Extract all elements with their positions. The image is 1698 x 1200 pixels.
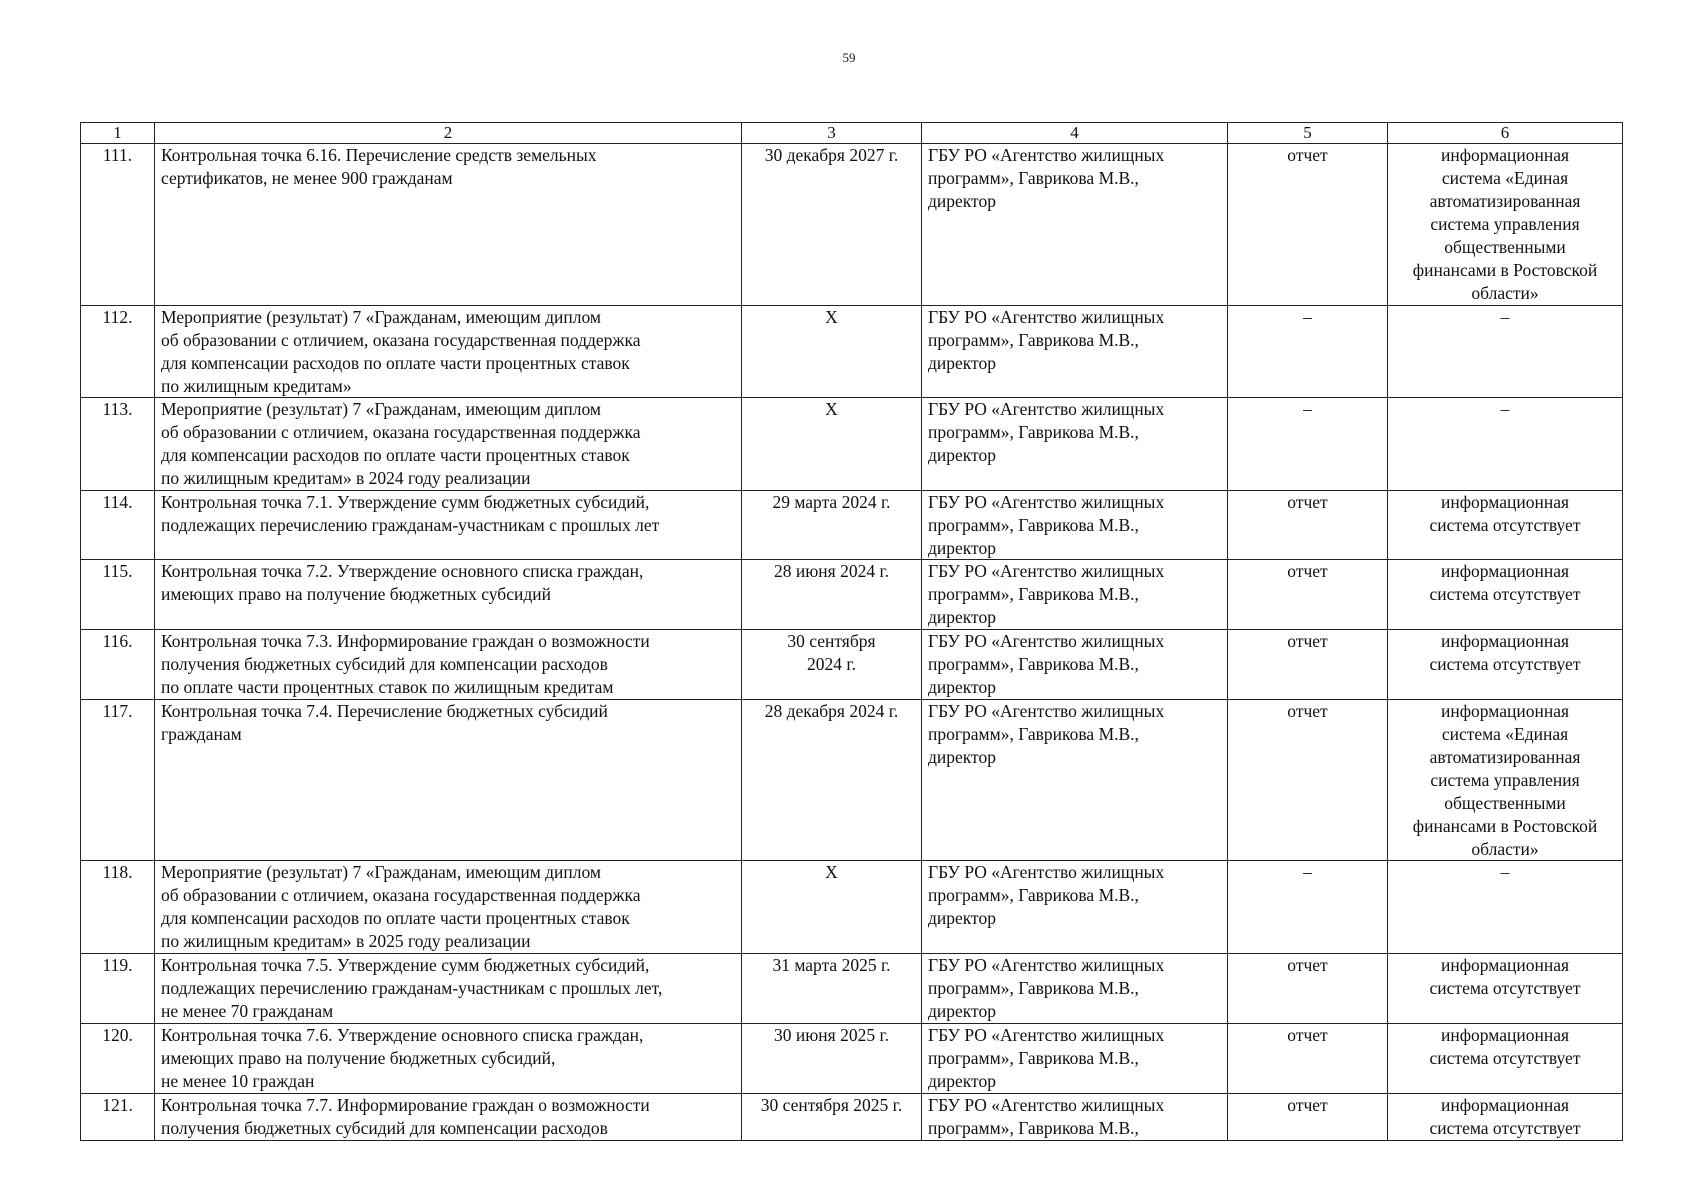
event-name-cell <box>155 491 742 560</box>
deadline-date-cell <box>742 491 922 560</box>
information-system-cell <box>1388 560 1623 630</box>
event-name: Контрольная точка 7.6. Утверждение основного списка граждан, имеющих право на получение бюджетных субсидий, не менее 10 граждан <box>161 1025 644 1091</box>
information-system-cell <box>1388 700 1623 861</box>
table-row <box>81 1024 1623 1094</box>
responsible-executor-cell <box>922 1024 1228 1094</box>
deadline-date: 28 декабря 2024 г. <box>764 701 899 721</box>
confirming-document: – <box>1303 307 1312 327</box>
information-system-cell <box>1388 398 1623 491</box>
responsible-executor: ГБУ РО «Агентство жилищных программ», Гаврикова М.В., директор <box>928 307 1165 373</box>
deadline-date: Х <box>825 307 838 327</box>
event-name: Мероприятие (результат) 7 «Гражданам, имеющим диплом об образовании с отличием, оказана государственная поддержка для компенсации расходов по оплате части процентных ставок по жилищным кредитам» <box>161 307 641 396</box>
row-number: 111. <box>102 145 133 165</box>
responsible-executor: ГБУ РО «Агентство жилищных программ», Гаврикова М.В., <box>928 1095 1165 1138</box>
information-system: информационная система «Единая автоматизированная система управления общественными финансами в Ростовской области» <box>1412 701 1598 859</box>
responsible-executor: ГБУ РО «Агентство жилищных программ», Гаврикова М.В., директор <box>928 701 1165 767</box>
information-system: информационная система отсутствует <box>1429 1095 1581 1138</box>
information-system: информационная система отсутствует <box>1429 955 1581 998</box>
event-name: Контрольная точка 6.16. Перечисление средств земельных сертификатов, не менее 900 гражданам <box>161 145 597 188</box>
confirming-document-cell <box>1228 1094 1388 1141</box>
row-number: 118. <box>102 862 133 882</box>
deadline-date-cell <box>742 144 922 306</box>
row-number: 120. <box>102 1025 133 1045</box>
information-system-cell <box>1388 144 1623 306</box>
information-system-cell <box>1388 861 1623 954</box>
table-row <box>81 144 1623 306</box>
table-row <box>81 398 1623 491</box>
event-name: Контрольная точка 7.7. Информирование граждан о возможности получения бюджетных субсидий для компенсации расходов <box>161 1095 650 1138</box>
responsible-executor: ГБУ РО «Агентство жилищных программ», Гаврикова М.В., директор <box>928 631 1165 697</box>
deadline-date: 30 декабря 2027 г. <box>764 145 899 165</box>
confirming-document: отчет <box>1287 631 1328 651</box>
event-name: Контрольная точка 7.3. Информирование граждан о возможности получения бюджетных субсидий для компенсации расходов по оплате части процентных ставок по жилищным кредитам <box>161 631 650 697</box>
row-number-cell <box>81 560 155 630</box>
header-cell-6: 6 <box>1388 123 1623 144</box>
row-number-cell <box>81 630 155 700</box>
confirming-document: – <box>1303 399 1312 419</box>
information-system: – <box>1500 862 1510 882</box>
event-name: Контрольная точка 7.5. Утверждение сумм бюджетных субсидий, подлежащих перечислению гражданам-участникам с прошлых лет, не менее 70 гражданам <box>161 955 663 1021</box>
row-number: 112. <box>102 307 133 327</box>
deadline-date: 28 июня 2024 г. <box>773 561 890 581</box>
information-system-cell <box>1388 1024 1623 1094</box>
confirming-document-cell <box>1228 398 1388 491</box>
table-row <box>81 1094 1623 1141</box>
responsible-executor: ГБУ РО «Агентство жилищных программ», Гаврикова М.В., директор <box>928 862 1165 928</box>
responsible-executor-cell <box>922 861 1228 954</box>
deadline-date-cell <box>742 954 922 1024</box>
information-system-cell <box>1388 491 1623 560</box>
confirming-document-cell <box>1228 861 1388 954</box>
row-number: 117. <box>102 701 133 721</box>
confirming-document-cell <box>1228 700 1388 861</box>
row-number: 116. <box>102 631 133 651</box>
control-points-table <box>80 122 1623 1141</box>
confirming-document: отчет <box>1287 1095 1328 1115</box>
table-row <box>81 954 1623 1024</box>
confirming-document-cell <box>1228 1024 1388 1094</box>
confirming-document: отчет <box>1287 955 1328 975</box>
responsible-executor-cell <box>922 630 1228 700</box>
responsible-executor: ГБУ РО «Агентство жилищных программ», Гаврикова М.В., директор <box>928 145 1165 211</box>
information-system-cell <box>1388 306 1623 398</box>
information-system: информационная система отсутствует <box>1429 1025 1581 1068</box>
event-name-cell <box>155 1024 742 1094</box>
responsible-executor: ГБУ РО «Агентство жилищных программ», Гаврикова М.В., директор <box>928 492 1165 558</box>
information-system: информационная система отсутствует <box>1429 631 1581 674</box>
row-number-cell <box>81 1094 155 1141</box>
deadline-date: Х <box>825 862 838 882</box>
information-system: – <box>1500 399 1510 419</box>
deadline-date-cell <box>742 560 922 630</box>
row-number-cell <box>81 306 155 398</box>
information-system-cell <box>1388 954 1623 1024</box>
row-number-cell <box>81 954 155 1024</box>
confirming-document: отчет <box>1287 492 1328 512</box>
table-row <box>81 700 1623 861</box>
confirming-document-cell <box>1228 491 1388 560</box>
header-cell-2: 2 <box>155 123 742 144</box>
event-name: Контрольная точка 7.1. Утверждение сумм бюджетных субсидий, подлежащих перечислению гражданам-участникам с прошлых лет <box>161 492 660 535</box>
responsible-executor: ГБУ РО «Агентство жилищных программ», Гаврикова М.В., директор <box>928 399 1165 465</box>
event-name-cell <box>155 560 742 630</box>
deadline-date: 31 марта 2025 г. <box>772 955 891 975</box>
event-name-cell <box>155 700 742 861</box>
row-number-cell <box>81 491 155 560</box>
responsible-executor-cell <box>922 560 1228 630</box>
event-name-cell <box>155 954 742 1024</box>
responsible-executor-cell <box>922 491 1228 560</box>
table-header-row <box>81 123 1623 144</box>
confirming-document: отчет <box>1287 701 1328 721</box>
responsible-executor: ГБУ РО «Агентство жилищных программ», Гаврикова М.В., директор <box>928 561 1165 627</box>
deadline-date-cell <box>742 398 922 491</box>
confirming-document: – <box>1303 862 1312 882</box>
responsible-executor-cell <box>922 144 1228 306</box>
deadline-date-cell <box>742 306 922 398</box>
deadline-date-cell <box>742 630 922 700</box>
deadline-date: 30 сентября 2024 г. <box>787 631 876 674</box>
deadline-date-cell <box>742 1024 922 1094</box>
page-number: 59 <box>842 50 856 65</box>
event-name-cell <box>155 1094 742 1141</box>
information-system-cell <box>1388 1094 1623 1141</box>
responsible-executor: ГБУ РО «Агентство жилищных программ», Гаврикова М.В., директор <box>928 955 1165 1021</box>
event-name: Мероприятие (результат) 7 «Гражданам, имеющим диплом об образовании с отличием, оказана государственная поддержка для компенсации расходов по оплате части процентных ставок по жилищным кредитам» в 2024 году реализации <box>161 399 641 488</box>
row-number-cell <box>81 1024 155 1094</box>
deadline-date-cell <box>742 1094 922 1141</box>
deadline-date-cell <box>742 861 922 954</box>
information-system: информационная система отсутствует <box>1429 561 1581 604</box>
row-number-cell <box>81 398 155 491</box>
header-cell-4: 4 <box>922 123 1228 144</box>
event-name-cell <box>155 861 742 954</box>
table-row <box>81 491 1623 560</box>
row-number: 115. <box>102 561 133 581</box>
row-number: 121. <box>102 1095 133 1115</box>
row-number-cell <box>81 861 155 954</box>
deadline-date: Х <box>825 399 838 419</box>
deadline-date-cell <box>742 700 922 861</box>
responsible-executor-cell <box>922 398 1228 491</box>
event-name-cell <box>155 630 742 700</box>
information-system: – <box>1500 307 1510 327</box>
header-cell-5: 5 <box>1228 123 1388 144</box>
confirming-document-cell <box>1228 306 1388 398</box>
confirming-document: отчет <box>1287 145 1328 165</box>
event-name: Мероприятие (результат) 7 «Гражданам, имеющим диплом об образовании с отличием, оказана государственная поддержка для компенсации расходов по оплате части процентных ставок по жилищным кредитам» в 2025 году реализации <box>161 862 641 951</box>
confirming-document-cell <box>1228 144 1388 306</box>
event-name-cell <box>155 144 742 306</box>
responsible-executor: ГБУ РО «Агентство жилищных программ», Гаврикова М.В., директор <box>928 1025 1165 1091</box>
responsible-executor-cell <box>922 954 1228 1024</box>
event-name-cell <box>155 398 742 491</box>
deadline-date: 29 марта 2024 г. <box>772 492 891 512</box>
header-cell-1: 1 <box>81 123 155 144</box>
row-number: 113. <box>102 399 133 419</box>
confirming-document-cell <box>1228 560 1388 630</box>
confirming-document: отчет <box>1287 561 1328 581</box>
information-system-cell <box>1388 630 1623 700</box>
header-cell-3: 3 <box>742 123 922 144</box>
event-name: Контрольная точка 7.4. Перечисление бюджетных субсидий гражданам <box>161 701 608 744</box>
row-number: 119. <box>102 955 133 975</box>
information-system: информационная система отсутствует <box>1429 492 1581 535</box>
deadline-date: 30 сентября 2025 г. <box>760 1095 903 1115</box>
row-number: 114. <box>102 492 133 512</box>
table-row <box>81 630 1623 700</box>
responsible-executor-cell <box>922 1094 1228 1141</box>
table-row <box>81 560 1623 630</box>
table-row <box>81 306 1623 398</box>
event-name-cell <box>155 306 742 398</box>
event-name: Контрольная точка 7.2. Утверждение основного списка граждан, имеющих право на получение бюджетных субсидий <box>161 561 644 604</box>
responsible-executor-cell <box>922 700 1228 861</box>
deadline-date: 30 июня 2025 г. <box>773 1025 890 1045</box>
confirming-document: отчет <box>1287 1025 1328 1045</box>
responsible-executor-cell <box>922 306 1228 398</box>
confirming-document-cell <box>1228 954 1388 1024</box>
row-number-cell <box>81 700 155 861</box>
information-system: информационная система «Единая автоматизированная система управления общественными финансами в Ростовской области» <box>1412 145 1598 303</box>
table-row <box>81 861 1623 954</box>
row-number-cell <box>81 144 155 306</box>
confirming-document-cell <box>1228 630 1388 700</box>
